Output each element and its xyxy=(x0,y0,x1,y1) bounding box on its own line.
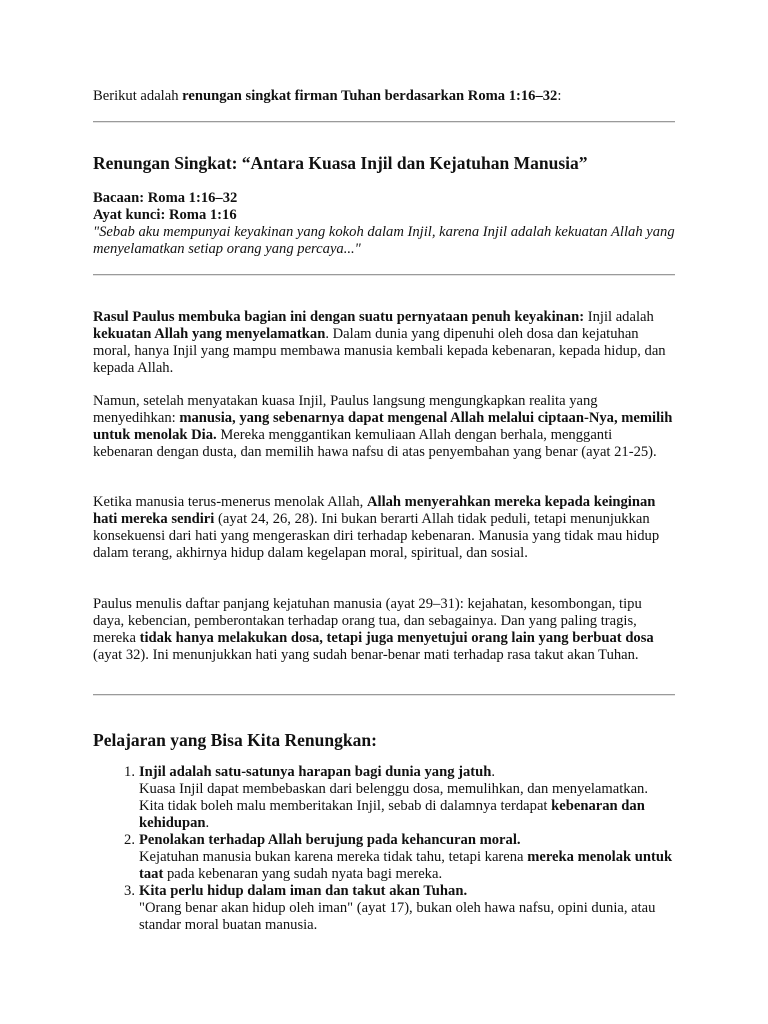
lesson-text-1: Kuasa Injil dapat membebaskan dari belenggu dosa, memulihkan, dan menyelamatkan. Kita tidak boleh malu memberitakan Injil, sebab di dalamnya terdapat xyxy=(139,781,648,814)
key-verse-quote: "Sebab aku mempunyai keyakinan yang kokoh dalam Injil, karena Injil adalah kekuatan Allah yang menyelamatkan setiap orang yang percaya..." xyxy=(93,224,675,257)
separator-3 xyxy=(93,694,675,696)
lesson-bold: kebenaran dan kehidupan xyxy=(139,798,645,831)
lessons-list xyxy=(93,764,675,934)
p1-bold-2: kekuatan Allah yang menyelamatkan xyxy=(93,326,326,342)
p2-bold-1: manusia, yang sebenarnya dapat mengenal Allah melalui ciptaan-Nya, memilih untuk menolak Dia. xyxy=(93,410,673,443)
lesson-number: 3. xyxy=(124,883,135,899)
p1-text-1: Injil adalah xyxy=(584,309,654,325)
paragraph-4 xyxy=(93,596,675,664)
lesson-text-2: pada kebenaran yang sudah nyata bagi mereka. xyxy=(163,866,443,882)
separator-2 xyxy=(93,274,675,276)
intro-line xyxy=(93,88,675,105)
p4-text-2: (ayat 32). Ini menunjukkan hati yang sudah benar-benar mati terhadap rasa takut akan Tuhan. xyxy=(93,647,639,663)
separator-1 xyxy=(93,121,675,123)
p3-bold-1: Allah menyerahkan mereka kepada keinginan hati mereka sendiri xyxy=(93,494,656,527)
lesson-item xyxy=(124,764,675,832)
lesson-text-2: . xyxy=(205,815,210,831)
p4-text-1: Paulus menulis daftar panjang kejatuhan manusia (ayat 29–31): kejahatan, kesombongan, tipu daya, kebencian, pemberontakan terhadap orang tua, dan sebagainya. Dan yang paling tragis, mereka xyxy=(93,596,642,646)
p3-text-2: (ayat 24, 26, 28). Ini bukan berarti Allah tidak peduli, tetapi menunjukkan konsekuensi dari hati yang mengeraskan diri terhadap kebenaran. Manusia yang tidak mau hidup dalam terang, akhirnya hidup dalam kegelapan moral, spiritual, dan sosial. xyxy=(93,511,660,561)
lesson-heading: Kita perlu hidup dalam iman dan takut akan Tuhan. xyxy=(139,883,468,899)
lesson-bold: mereka menolak untuk taat xyxy=(139,849,673,882)
intro-suffix: : xyxy=(557,88,562,104)
p1-bold-1: Rasul Paulus membuka bagian ini dengan suatu pernyataan penuh keyakinan: xyxy=(93,309,585,325)
paragraph-2 xyxy=(93,393,675,461)
lesson-number: 2. xyxy=(124,832,135,848)
lesson-number: 1. xyxy=(124,764,135,780)
paragraph-3 xyxy=(93,494,675,562)
intro-bold: renungan singkat firman Tuhan berdasarkan Roma 1:16–32 xyxy=(182,88,558,104)
intro-prefix: Berikut adalah xyxy=(93,88,183,104)
p4-bold-1: tidak hanya melakukan dosa, tetapi juga menyetujui orang lain yang berbuat dosa xyxy=(139,630,654,646)
p1-text-2: . Dalam dunia yang dipenuhi oleh dosa dan kejatuhan moral, hanya Injil yang mampu membawa manusia kembali kepada kebenaran, kepada hidup, dan kepada Allah. xyxy=(93,326,666,376)
p2-text-2: Mereka menggantikan kemuliaan Allah dengan berhala, mengganti kebenaran dengan dusta, dan memilih hawa nafsu di atas penyembahan yang benar (ayat 21-25). xyxy=(93,427,657,460)
reading-block xyxy=(93,190,675,258)
lesson-heading: Injil adalah satu-satunya harapan bagi dunia yang jatuh xyxy=(139,764,492,780)
lesson-text-1: Kejatuhan manusia bukan karena mereka tidak tahu, tetapi karena xyxy=(139,849,528,865)
reading-key-verse: Ayat kunci: Roma 1:16 xyxy=(93,207,237,223)
lessons-title: Pelajaran yang Bisa Kita Renungkan: xyxy=(93,730,377,750)
p3-text-1: Ketika manusia terus-menerus menolak Allah, xyxy=(93,494,367,510)
lesson-heading-suffix: . xyxy=(491,764,496,780)
p2-text-1: Namun, setelah menyatakan kuasa Injil, Paulus langsung mengungkapkan realita yang menyedihkan: xyxy=(93,393,598,426)
lesson-heading: Penolakan terhadap Allah berujung pada kehancuran moral. xyxy=(139,832,521,848)
lesson-text-1: "Orang benar akan hidup oleh iman" (ayat 17), bukan oleh hawa nafsu, opini dunia, atau standar moral buatan manusia. xyxy=(139,900,656,933)
paragraph-1 xyxy=(93,309,675,377)
lesson-item xyxy=(124,883,675,934)
devotion-title: Renungan Singkat: “Antara Kuasa Injil dan Kejatuhan Manusia” xyxy=(93,153,588,173)
reading-bacaan: Bacaan: Roma 1:16–32 xyxy=(93,190,238,206)
lesson-item xyxy=(124,832,675,883)
